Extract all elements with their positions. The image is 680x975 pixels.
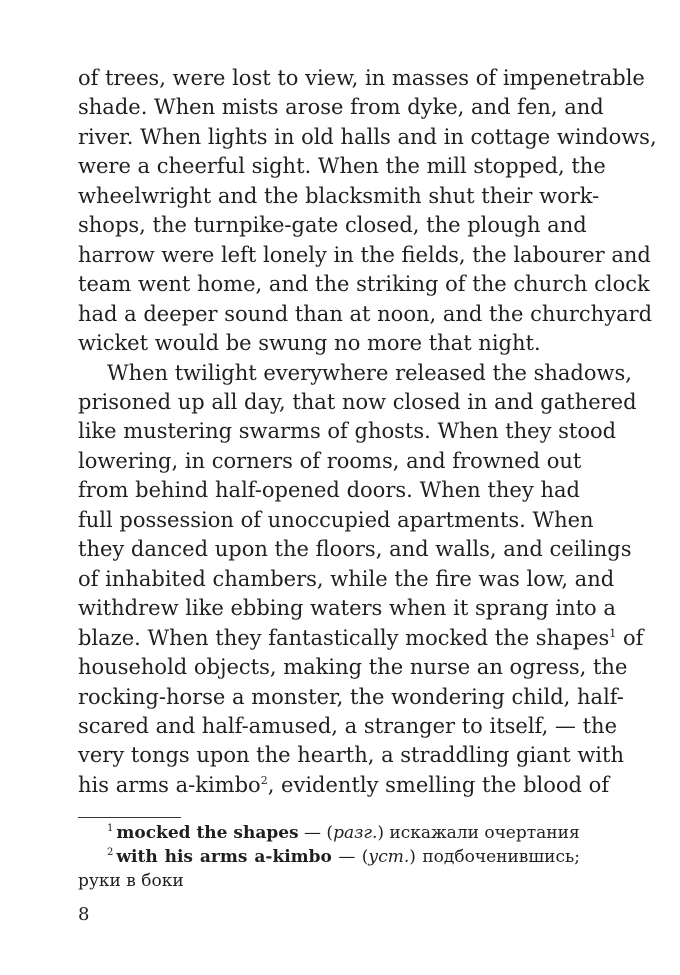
footnote-2-continuation: руки в боки [78,871,184,891]
text-line: they danced upon the floors, and walls, and ceilings [78,537,632,562]
footnote-1 [78,821,580,845]
footnote-number: 2 [107,847,114,858]
text-line: from behind half-opened doors. When they had [78,478,580,503]
footnote-translation: ) искажали очертания [377,823,580,843]
line-text: of [616,625,644,650]
footnote-usage-note: разг. [333,823,378,843]
footnote-term: mocked the shapes [116,823,299,843]
paragraph-2 [78,359,644,801]
text-line: prisoned up all day, that now closed in and gathered [78,389,637,414]
text-line: like mustering swarms of ghosts. When they stood [78,419,617,444]
footnote-dash: — ( [331,847,369,867]
footnote-usage-note: уст. [368,847,410,867]
footnote-divider [78,817,181,818]
footnote-ref-1[interactable]: 1 [609,626,617,640]
line-text: blaze. When they fantastically mocked the shapes [78,625,610,650]
text-line: of trees, were lost to view, in masses of impenetrable [78,66,645,90]
footnote-translation: ) подбоченившись; [409,847,580,867]
footnote-2 [78,845,580,869]
footnote-dash: — ( [298,823,334,843]
text-line: When twilight everywhere released the shadows, [107,360,632,385]
text-line: had a deeper sound than at noon, and the churchyard [78,301,653,326]
text-line: scared and half-amused, a stranger to itself, — the [78,713,617,738]
text-line: lowering, in corners of rooms, and frowned out [78,448,582,473]
text-line: withdrew like ebbing waters when it sprang into a [78,596,616,621]
text-line-with-footnote [78,771,610,800]
page-content [78,64,657,800]
text-line: wicket would be swung no more that night. [78,331,541,356]
paragraph-1 [78,64,657,359]
text-line: wheelwright and the blacksmith shut their work- [78,183,600,208]
text-line: river. When lights in old halls and in cottage windows, [78,124,657,149]
text-line-with-footnote [78,624,644,653]
footnote-number: 1 [107,823,114,834]
line-text: his arms a-kimbo [78,772,261,797]
page-number: 8 [78,904,90,925]
footnote-term: with his arms a-kimbo [116,847,332,867]
footnote-ref-2[interactable]: 2 [260,773,268,787]
text-line: rocking-horse a monster, the wondering child, half- [78,684,624,709]
text-line: full possession of unoccupied apartments. When [78,507,594,532]
text-line: shade. When mists arose from dyke, and fen, and [78,95,604,120]
footnotes [78,821,580,893]
text-line: harrow were left lonely in the fields, the labourer and [78,242,651,267]
text-line: shops, the turnpike-gate closed, the plough and [78,213,587,238]
text-line: very tongs upon the hearth, a straddling giant with [78,743,624,768]
body-text [78,64,657,800]
text-line: of inhabited chambers, while the fire was low, and [78,566,615,591]
text-line: were a cheerful sight. When the mill stopped, the [78,154,606,179]
text-line: household objects, making the nurse an ogress, the [78,655,628,680]
line-text: , evidently smelling the blood of [267,772,610,797]
text-line: team went home, and the striking of the church clock [78,272,650,297]
